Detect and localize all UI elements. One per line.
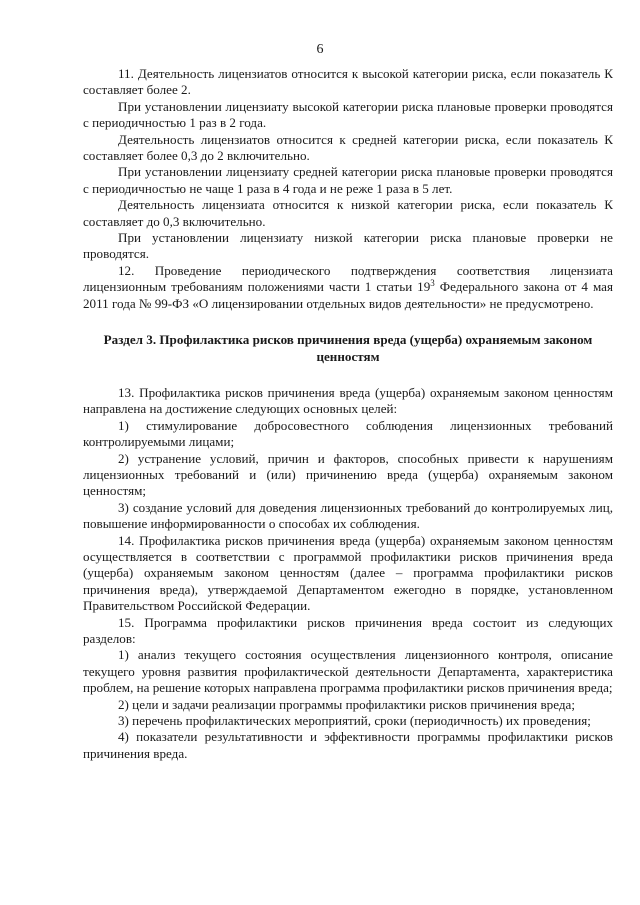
paragraph-12-text-end: Федерального закона от 4 мая 2011 года № 99-ФЗ «О лицензировании отдельных видов деятельности» не предусмотрено. <box>83 279 613 311</box>
section-item-2: 2) цели и задачи реализации программы профилактики рисков причинения вреда; <box>118 696 575 712</box>
paragraph-15: 15. Программа профилактики рисков причинения вреда состоит из следующих разделов: <box>83 614 613 646</box>
paragraph-medium-risk-inspections: При установлении лицензиату средней категории риска плановые проверки проводятся с периодичностью не чаще 1 раза в 4 года и не реже 1 раза в 5 лет. <box>83 164 613 196</box>
paragraph-12-text: 12. Проведение периодического подтверждения соответствия лицензиата лицензионным требованиям положениями части 1 статьи 19 <box>83 262 613 295</box>
paragraph-low-risk-inspections: При установлении лицензиату низкой категории риска плановые проверки не проводятся. <box>83 230 613 262</box>
document-body <box>83 66 613 762</box>
goal-item-3: 3) создание условий для доведения лицензионных требований до контролируемых лиц, повышение информированности о способах их соблюдения. <box>83 499 613 532</box>
page-number: 6 <box>316 42 324 57</box>
section-item-1: 1) анализ текущего состояния осуществления лицензионного контроля, описание текущего уровня развития профилактической деятельности Департамента, характеристика проблем, на решение которых направлена программа профилактики рисков причинения вреда; <box>83 647 613 696</box>
section-3-heading: Раздел 3. Профилактика рисков причинения вреда (ущерба) охраняемым законом ценностям <box>103 332 593 364</box>
paragraph-high-risk-inspections: При установлении лицензиату высокой категории риска плановые проверки проводятся с периодичностью 1 раз в 2 года. <box>83 98 613 131</box>
section-item-4: 4) показатели результативности и эффективности программы профилактики рисков причинения вреда. <box>83 729 613 761</box>
paragraph-13: 13. Профилактика рисков причинения вреда (ущерба) охраняемым законом ценностям направлена на достижение следующих основных целей: <box>83 384 613 417</box>
paragraph-14: 14. Профилактика рисков причинения вреда (ущерба) охраняемым законом ценностям осуществляется в соответствии с программой профилактики рисков причинения вреда (ущерба) охраняемым законом ценностям (далее – программа профилактики рисков причинения вреда), утверждаемой Департаментом ежегодно в порядке, установленном Правительством Российской Федерации. <box>83 532 613 614</box>
paragraph-medium-risk: Деятельность лицензиатов относится к средней категории риска, если показатель К составляет более 0,3 до 2 включительно. <box>83 131 613 164</box>
section-item-3: 3) перечень профилактических мероприятий, сроки (периодичность) их проведения; <box>118 713 591 729</box>
paragraph-low-risk: Деятельность лицензиата относится к низкой категории риска, если показатель К составляет до 0,3 включительно. <box>83 197 613 229</box>
goal-item-1: 1) стимулирование добросовестного соблюдения лицензионных требований контролируемыми лицами; <box>83 417 613 450</box>
paragraph-11: 11. Деятельность лицензиатов относится к высокой категории риска, если показатель К составляет более 2. <box>83 66 613 98</box>
paragraph-12 <box>83 263 613 312</box>
article-superscript: 3 <box>430 278 435 289</box>
goal-item-2: 2) устранение условий, причин и факторов, способных привести к нарушениям лицензионных требований и (или) причинению вреда (ущерба) охраняемым законом ценностям; <box>83 450 613 499</box>
